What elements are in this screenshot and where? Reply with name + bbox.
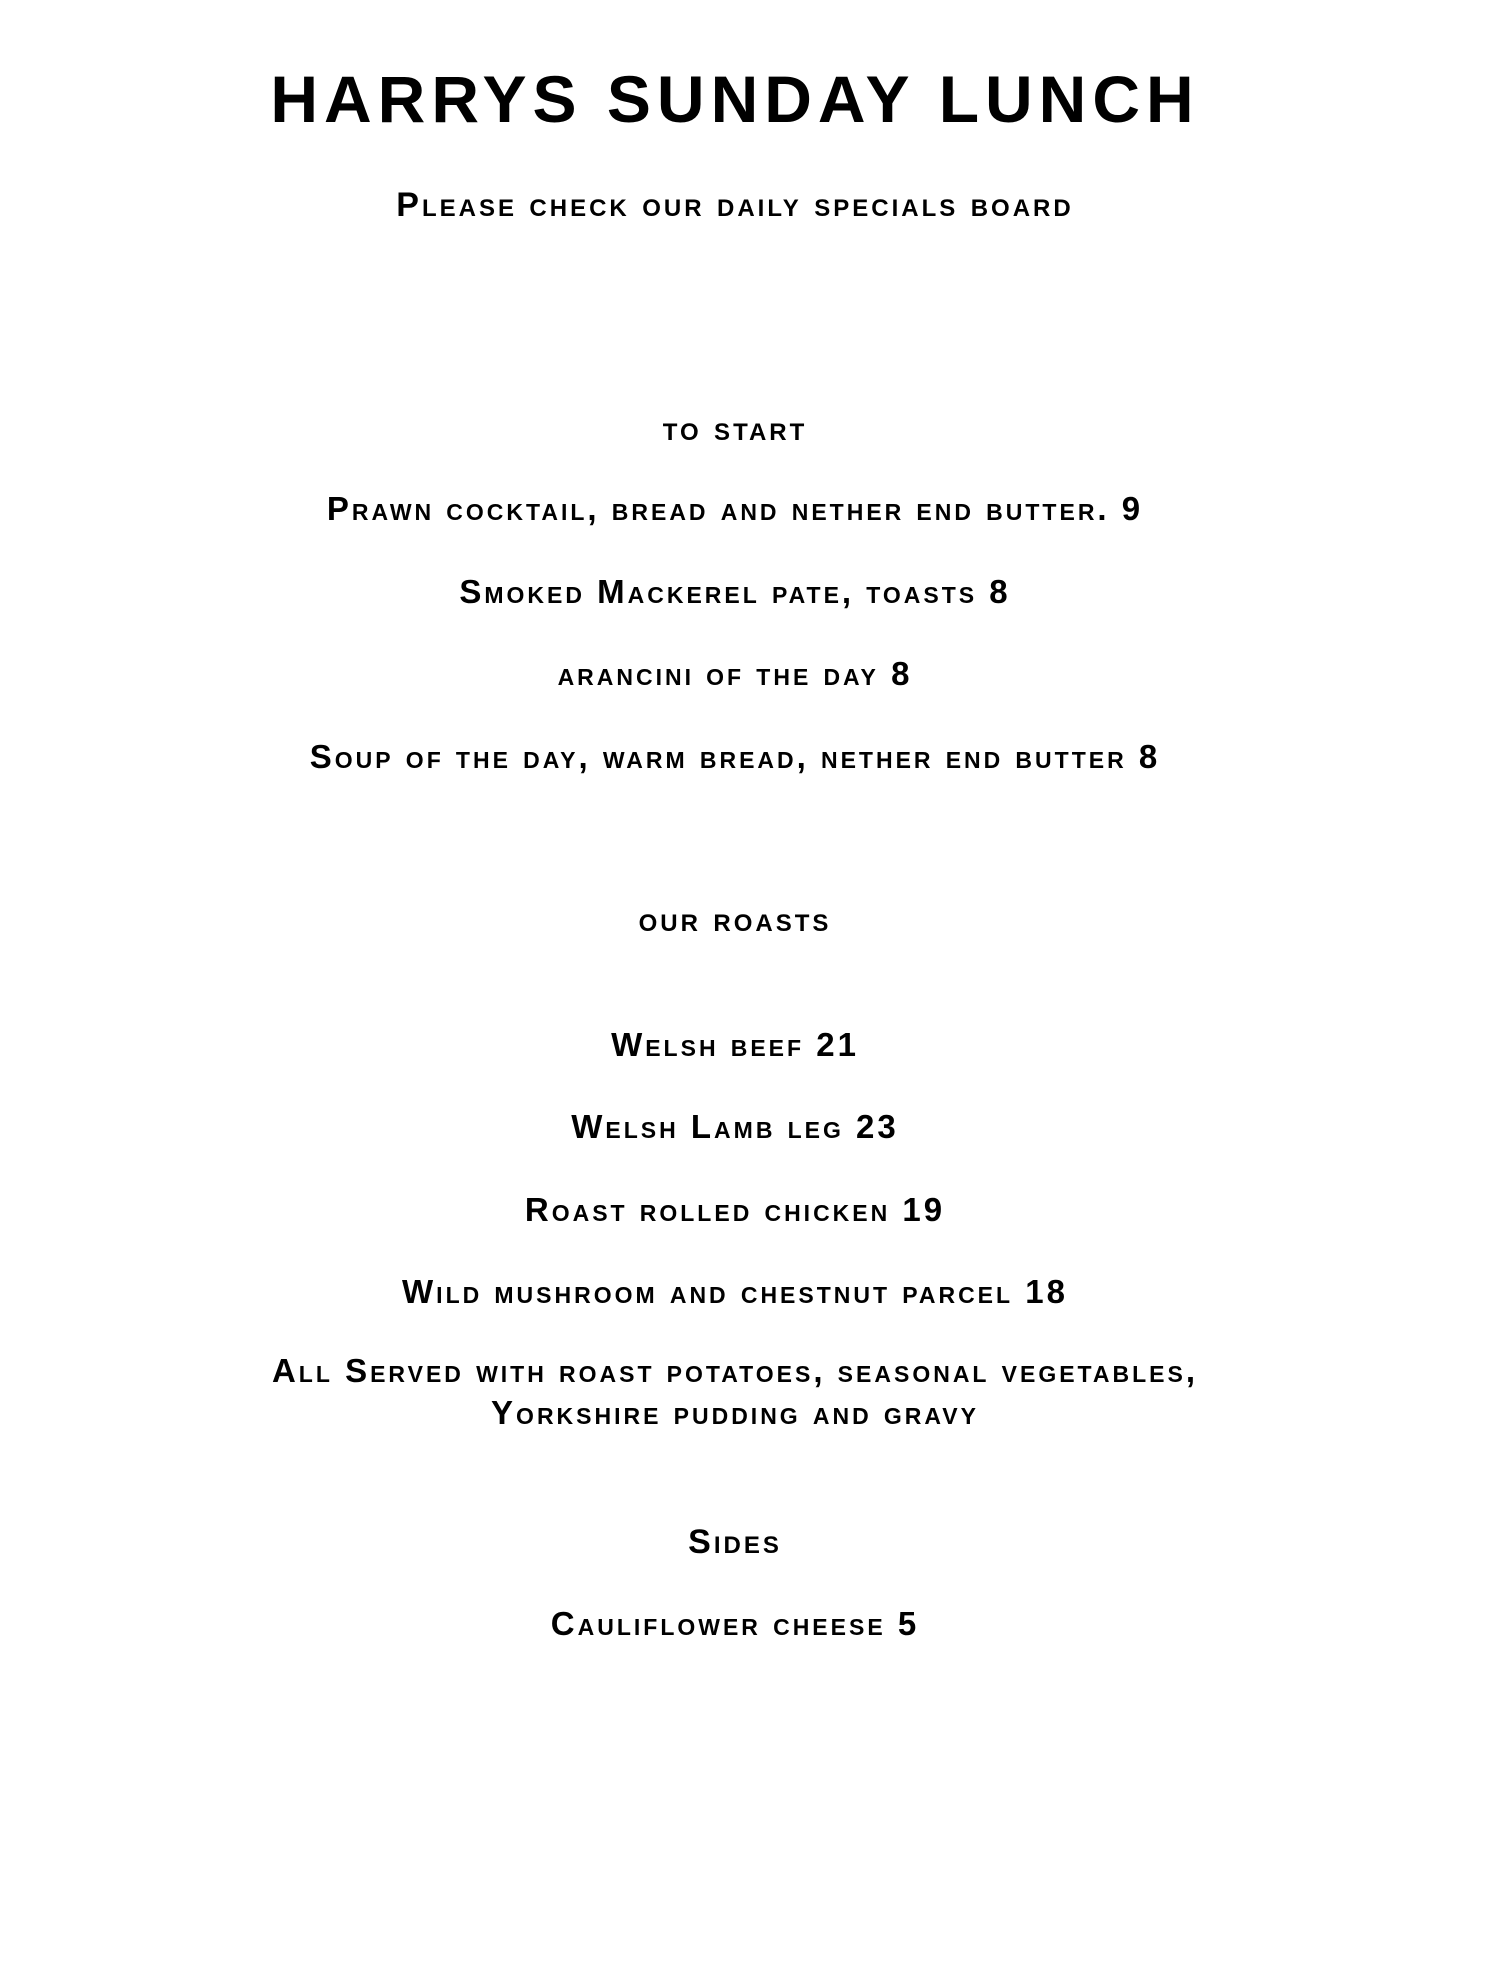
roasts-served-with-note: [0, 1350, 1470, 1434]
side-item: Cauliflower cheese 5: [550, 1605, 920, 1642]
menu-title: HARRYS SUNDAY LUNCH: [270, 62, 1200, 136]
section-heading-starters: to start: [662, 410, 808, 448]
starter-item: arancini of the day 8: [557, 655, 913, 692]
menu-subtitle: Please check our daily specials board: [396, 186, 1074, 224]
section-heading-sides: Sides: [688, 1523, 782, 1561]
roast-item: Wild mushroom and chestnut parcel 18: [402, 1273, 1068, 1310]
roasts-note-line: Yorkshire pudding and gravy: [491, 1394, 979, 1431]
roasts-note-line: All Served with roast potatoes, seasonal vegetables,: [271, 1352, 1199, 1389]
roast-item: Welsh beef 21: [611, 1026, 859, 1063]
starter-item: Soup of the day, warm bread, nether end butter 8: [309, 738, 1161, 775]
roast-item: Roast rolled chicken 19: [524, 1191, 946, 1228]
starter-item: Prawn cocktail, bread and nether end butter. 9: [326, 490, 1144, 527]
section-heading-roasts: our roasts: [638, 901, 832, 939]
roast-item: Welsh Lamb leg 23: [571, 1108, 899, 1145]
starter-item: Smoked Mackerel pate, toasts 8: [459, 573, 1011, 610]
